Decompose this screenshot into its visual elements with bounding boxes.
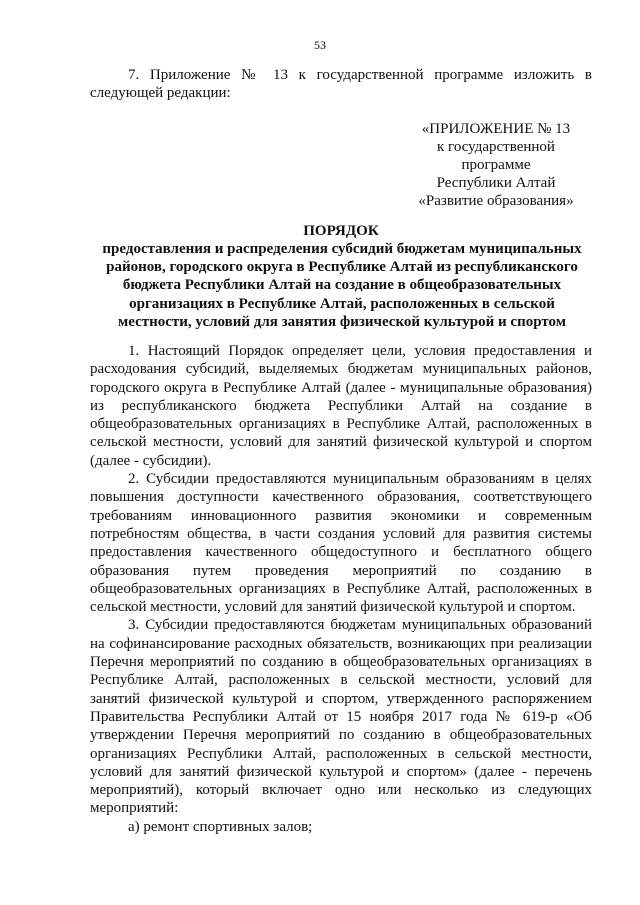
document-subtitle: предоставления и распределения субсидий бюджетам муниципальных районов, городского округа в Республике Алтай из республиканского бюджета Республики Алтай на создание в общеобразовательных организациях в Республике Алтай, расположенных в сельской местности, условий для занятия физической культурой и спортом (102, 241, 582, 330)
paragraph-1: 1. Настоящий Порядок определяет цели, условия предоставления и расходования субсидий, выделяемых бюджетам муниципальных районов, городского округа в Республике Алтай (далее - муниципальные образования) из республиканского бюджета Республики Алтай на создание в общеобразовательных организациях в Республике Алтай, расположенных в сельской местности, условий для занятий физической культурой и спортом (далее - субсидии). (90, 343, 592, 469)
appendix-line: к государственной (437, 139, 555, 155)
document-title: ПОРЯДОК (303, 223, 379, 239)
appendix-line: «ПРИЛОЖЕНИЕ № 13 (421, 121, 571, 137)
intro-paragraph: 7. Приложение № 13 к государственной программе изложить в следующей редакции: (90, 67, 592, 101)
appendix-header (400, 120, 592, 210)
list-item: а) ремонт спортивных залов; (128, 818, 313, 835)
appendix-line: Республики Алтай (436, 175, 556, 191)
page-number: 53 (314, 38, 326, 52)
appendix-line: программе (461, 157, 531, 173)
paragraph-3: 3. Субсидии предоставляются бюджетам муниципальных образований на софинансирование расходных обязательств, возникающих при реализации Перечня мероприятий по созданию в общеобразовательных организациях в Республике Алтай, расположенных в сельской местности, условий для занятий физической культурой и спортом, утвержденного распоряжением Правительства Республики Алтай от 15 ноября 2017 года № 619-р «Об утверждении Перечня мероприятий по созданию в общеобразовательных организациях Республики Алтай, расположенных в сельской местности, условий для занятий физической культурой и спортом» (далее - перечень мероприятий), который включает одно или несколько из следующих мероприятий: (90, 617, 592, 817)
appendix-line: «Развитие образования» (418, 193, 574, 209)
paragraph-2: 2. Субсидии предоставляются муниципальным образованиям в целях повышения доступности качественного образования, соответствующего требованиям инновационного развития экономики и современным потребностям общества, в части создания условий для развития системы предоставления качественного общедоступного и бесплатного общего образования путем проведения мероприятий по созданию в общеобразовательных организациях в Республике Алтай, расположенных в сельской местности, условий для занятий физической культурой и спортом. (90, 471, 592, 616)
document-body (90, 342, 592, 836)
